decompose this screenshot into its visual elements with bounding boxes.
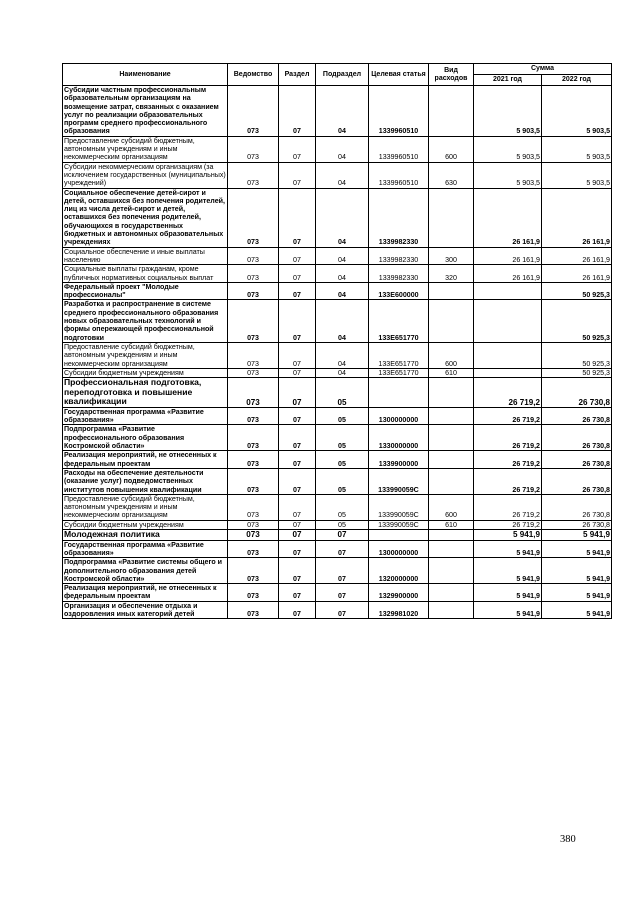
table-row (63, 86, 612, 137)
table-row (63, 530, 612, 541)
cell-name: Организация и обеспечение отдыха и оздоровления иных категорий детей (63, 601, 228, 619)
cell-razdel: 07 (279, 584, 316, 602)
header-vid: Вид расходов (429, 64, 474, 86)
cell-razdel: 07 (279, 540, 316, 558)
cell-ved: 073 (228, 136, 279, 162)
cell-y2022: 5 941,9 (542, 558, 612, 584)
table-row (63, 300, 612, 342)
cell-vid (429, 378, 474, 408)
cell-target: 1339900000 (369, 451, 429, 469)
cell-ved: 073 (228, 468, 279, 494)
cell-name: Профессиональная подготовка, переподготовка и повышение квалификации (63, 378, 228, 408)
cell-podrazdel: 07 (316, 584, 369, 602)
cell-name: Реализация мероприятий, не отнесенных к федеральным проектам (63, 451, 228, 469)
table-row (63, 584, 612, 602)
cell-y2022: 50 925,3 (542, 368, 612, 377)
cell-vid (429, 425, 474, 451)
cell-podrazdel: 07 (316, 601, 369, 619)
cell-razdel: 07 (279, 530, 316, 541)
cell-target: 1329981020 (369, 601, 429, 619)
cell-vid (429, 558, 474, 584)
cell-ved: 073 (228, 520, 279, 529)
header-ved: Ведомство (228, 64, 279, 86)
cell-podrazdel: 05 (316, 468, 369, 494)
cell-y2021: 26 161,9 (474, 265, 542, 283)
cell-name: Разработка и распространение в системе среднего профессионального образования новых образовательных технологий и формы опережающей профессиональной подготовки (63, 300, 228, 342)
cell-target: 1339982330 (369, 188, 429, 247)
cell-y2021: 26 719,2 (474, 520, 542, 529)
cell-name: Социальные выплаты гражданам, кроме публичных нормативных социальных выплат (63, 265, 228, 283)
cell-razdel: 07 (279, 86, 316, 137)
cell-razdel: 07 (279, 601, 316, 619)
cell-y2021: 26 719,2 (474, 451, 542, 469)
cell-razdel: 07 (279, 368, 316, 377)
cell-ved: 073 (228, 265, 279, 283)
cell-podrazdel: 04 (316, 342, 369, 368)
header-podrazdel: Подраздел (316, 64, 369, 86)
budget-table (62, 63, 612, 619)
cell-ved: 073 (228, 342, 279, 368)
cell-name: Подпрограмма «Развитие профессионального образования Костромской области» (63, 425, 228, 451)
cell-name: Социальное обеспечение и иные выплаты населению (63, 247, 228, 265)
cell-y2022: 26 161,9 (542, 247, 612, 265)
cell-y2022: 26 730,8 (542, 407, 612, 425)
cell-vid (429, 86, 474, 137)
cell-razdel: 07 (279, 282, 316, 300)
cell-name: Подпрограмма «Развитие системы общего и дополнительного образования детей Костромской области» (63, 558, 228, 584)
cell-razdel: 07 (279, 520, 316, 529)
cell-ved: 073 (228, 540, 279, 558)
cell-y2021: 26 719,2 (474, 494, 542, 520)
cell-name: Государственная программа «Развитие образования» (63, 540, 228, 558)
cell-y2022: 26 730,8 (542, 468, 612, 494)
cell-target (369, 530, 429, 541)
cell-name: Расходы на обеспечение деятельности (оказание услуг) подведомственных институтов повышения квалификации (63, 468, 228, 494)
cell-y2021: 5 941,9 (474, 540, 542, 558)
cell-y2021: 5 941,9 (474, 584, 542, 602)
cell-y2021: 5 941,9 (474, 558, 542, 584)
cell-vid (429, 530, 474, 541)
header-summa: Сумма (474, 64, 612, 75)
cell-vid (429, 407, 474, 425)
cell-ved: 073 (228, 378, 279, 408)
cell-name: Субсидии частным профессиональным образовательным организациям на возмещение затрат, связанных с оказанием услуг по реализации образовательных программ среднего профессионального образования (63, 86, 228, 137)
cell-razdel: 07 (279, 136, 316, 162)
cell-ved: 073 (228, 558, 279, 584)
cell-target: 1339960510 (369, 162, 429, 188)
cell-podrazdel: 04 (316, 86, 369, 137)
cell-razdel: 07 (279, 342, 316, 368)
cell-vid (429, 601, 474, 619)
cell-ved: 073 (228, 300, 279, 342)
cell-target: 133Е651770 (369, 368, 429, 377)
header-name: Наименование (63, 64, 228, 86)
table-row (63, 451, 612, 469)
cell-razdel: 07 (279, 378, 316, 408)
table-row (63, 494, 612, 520)
cell-target: 133990059С (369, 494, 429, 520)
cell-y2021: 5 941,9 (474, 530, 542, 541)
cell-podrazdel: 05 (316, 520, 369, 529)
cell-target: 1300000000 (369, 407, 429, 425)
cell-razdel: 07 (279, 407, 316, 425)
cell-y2022: 5 941,9 (542, 530, 612, 541)
cell-target: 1339960510 (369, 86, 429, 137)
cell-y2021: 26 719,2 (474, 425, 542, 451)
cell-y2022: 26 730,8 (542, 520, 612, 529)
cell-podrazdel: 04 (316, 265, 369, 283)
cell-ved: 073 (228, 451, 279, 469)
cell-target: 1339982330 (369, 265, 429, 283)
cell-name: Субсидии бюджетным учреждениям (63, 368, 228, 377)
cell-y2022: 5 903,5 (542, 136, 612, 162)
cell-y2021: 26 161,9 (474, 247, 542, 265)
cell-podrazdel: 04 (316, 136, 369, 162)
cell-y2022: 26 730,8 (542, 425, 612, 451)
cell-vid (429, 282, 474, 300)
cell-razdel: 07 (279, 494, 316, 520)
header-2021: 2021 год (474, 75, 542, 86)
cell-ved: 073 (228, 494, 279, 520)
cell-y2021 (474, 282, 542, 300)
cell-podrazdel: 05 (316, 451, 369, 469)
header-razdel: Раздел (279, 64, 316, 86)
cell-vid: 600 (429, 136, 474, 162)
table-row (63, 136, 612, 162)
table-row (63, 162, 612, 188)
cell-vid: 320 (429, 265, 474, 283)
table-row (63, 265, 612, 283)
table-row (63, 601, 612, 619)
cell-vid: 610 (429, 520, 474, 529)
cell-razdel: 07 (279, 247, 316, 265)
table-row (63, 540, 612, 558)
cell-vid: 610 (429, 368, 474, 377)
cell-y2021: 5 903,5 (474, 86, 542, 137)
cell-vid (429, 540, 474, 558)
table-row (63, 520, 612, 529)
cell-target: 133990059С (369, 468, 429, 494)
cell-target: 133Е651770 (369, 300, 429, 342)
cell-name: Реализация мероприятий, не отнесенных к федеральным проектам (63, 584, 228, 602)
table-body (63, 86, 612, 619)
cell-ved: 073 (228, 282, 279, 300)
cell-podrazdel: 04 (316, 188, 369, 247)
cell-target: 1320000000 (369, 558, 429, 584)
cell-podrazdel: 07 (316, 530, 369, 541)
cell-razdel: 07 (279, 451, 316, 469)
cell-y2022: 26 161,9 (542, 265, 612, 283)
cell-y2022: 5 903,5 (542, 86, 612, 137)
cell-name: Субсидии некоммерческим организациям (за исключением государственных (муниципальных) учреждений) (64, 162, 226, 188)
cell-razdel: 07 (279, 162, 316, 188)
cell-name: Молодежная политика (63, 530, 228, 541)
cell-razdel: 07 (279, 558, 316, 584)
cell-razdel: 07 (279, 265, 316, 283)
cell-target: 133Е651770 (369, 342, 429, 368)
cell-name: Предоставление субсидий бюджетным, автономным учреждениям и иным некоммерческим организациям (63, 342, 228, 368)
cell-y2022: 26 730,8 (542, 494, 612, 520)
cell-y2022: 50 925,3 (542, 342, 612, 368)
cell-vid: 600 (429, 342, 474, 368)
cell-name: Федеральный проект "Молодые профессионалы" (63, 282, 228, 300)
cell-y2021: 26 161,9 (474, 188, 542, 247)
cell-razdel: 07 (279, 425, 316, 451)
cell-y2021: 5 941,9 (474, 601, 542, 619)
cell-vid (429, 451, 474, 469)
table-row (63, 188, 612, 247)
cell-podrazdel: 04 (316, 247, 369, 265)
cell-y2022: 26 730,8 (542, 451, 612, 469)
cell-y2021 (474, 300, 542, 342)
cell-vid (429, 188, 474, 247)
table-row (63, 368, 612, 377)
table-row (63, 342, 612, 368)
cell-ved: 073 (228, 601, 279, 619)
cell-y2021: 26 719,2 (474, 407, 542, 425)
cell-ved: 073 (228, 407, 279, 425)
cell-target: 1329900000 (369, 584, 429, 602)
cell-y2022: 50 925,3 (542, 282, 612, 300)
cell-ved: 073 (228, 162, 279, 188)
cell-vid: 300 (429, 247, 474, 265)
cell-y2022: 5 903,5 (542, 162, 612, 188)
table-row (63, 378, 612, 408)
cell-razdel: 07 (279, 468, 316, 494)
cell-name: Государственная программа «Развитие образования» (63, 407, 228, 425)
cell-ved: 073 (228, 530, 279, 541)
cell-ved: 073 (228, 188, 279, 247)
cell-y2021: 5 903,5 (474, 162, 542, 188)
cell-target: 133990059С (369, 520, 429, 529)
table-row (63, 425, 612, 451)
cell-y2021 (474, 342, 542, 368)
table-row (63, 282, 612, 300)
cell-vid (429, 300, 474, 342)
cell-y2021: 26 719,2 (474, 468, 542, 494)
page-number: 380 (560, 834, 576, 845)
cell-y2021: 5 903,5 (474, 136, 542, 162)
cell-vid: 600 (429, 494, 474, 520)
cell-podrazdel: 04 (316, 282, 369, 300)
cell-name: Предоставление субсидий бюджетным, автономным учреждениям и иным некоммерческим организациям (63, 494, 228, 520)
cell-podrazdel: 05 (316, 378, 369, 408)
cell-target: 1339960510 (369, 136, 429, 162)
cell-target: 1339982330 (369, 247, 429, 265)
cell-ved: 073 (228, 86, 279, 137)
cell-target (369, 378, 429, 408)
cell-vid: 630 (429, 162, 474, 188)
table-row (63, 407, 612, 425)
cell-ved: 073 (228, 425, 279, 451)
table-row (63, 247, 612, 265)
cell-vid (429, 468, 474, 494)
cell-ved: 073 (228, 247, 279, 265)
table-row (63, 468, 612, 494)
cell-podrazdel: 05 (316, 407, 369, 425)
cell-razdel: 07 (279, 300, 316, 342)
cell-y2022: 5 941,9 (542, 601, 612, 619)
cell-razdel: 07 (279, 188, 316, 247)
cell-y2021 (474, 368, 542, 377)
cell-podrazdel: 07 (316, 540, 369, 558)
cell-podrazdel: 05 (316, 425, 369, 451)
cell-vid (429, 584, 474, 602)
cell-podrazdel: 04 (316, 162, 369, 188)
cell-podrazdel: 05 (316, 494, 369, 520)
cell-y2022: 50 925,3 (542, 300, 612, 342)
cell-podrazdel: 04 (316, 300, 369, 342)
cell-name: Предоставление субсидий бюджетным, автономным учреждениям и иным некоммерческим организациям (63, 136, 228, 162)
table-row (63, 558, 612, 584)
cell-name: Социальное обеспечение детей-сирот и детей, оставшихся без попечения родителей, лиц из числа детей-сирот и детей, оставшихся без попечения родителей, обучающихся в государственных бюджетных и автономных образовательных учреждениях (63, 188, 228, 247)
cell-y2022: 5 941,9 (542, 584, 612, 602)
cell-podrazdel: 04 (316, 368, 369, 377)
header-2022: 2022 год (542, 75, 612, 86)
cell-podrazdel: 07 (316, 558, 369, 584)
header-target: Целевая статья (369, 64, 429, 86)
cell-y2021: 26 719,2 (474, 378, 542, 408)
cell-ved: 073 (228, 368, 279, 377)
cell-target: 133Е600000 (369, 282, 429, 300)
cell-name: Субсидии бюджетным учреждениям (63, 520, 228, 529)
cell-target: 1300000000 (369, 540, 429, 558)
cell-y2022: 5 941,9 (542, 540, 612, 558)
cell-ved: 073 (228, 584, 279, 602)
cell-y2022: 26 161,9 (542, 188, 612, 247)
cell-target: 1330000000 (369, 425, 429, 451)
cell-y2022: 26 730,8 (542, 378, 612, 408)
